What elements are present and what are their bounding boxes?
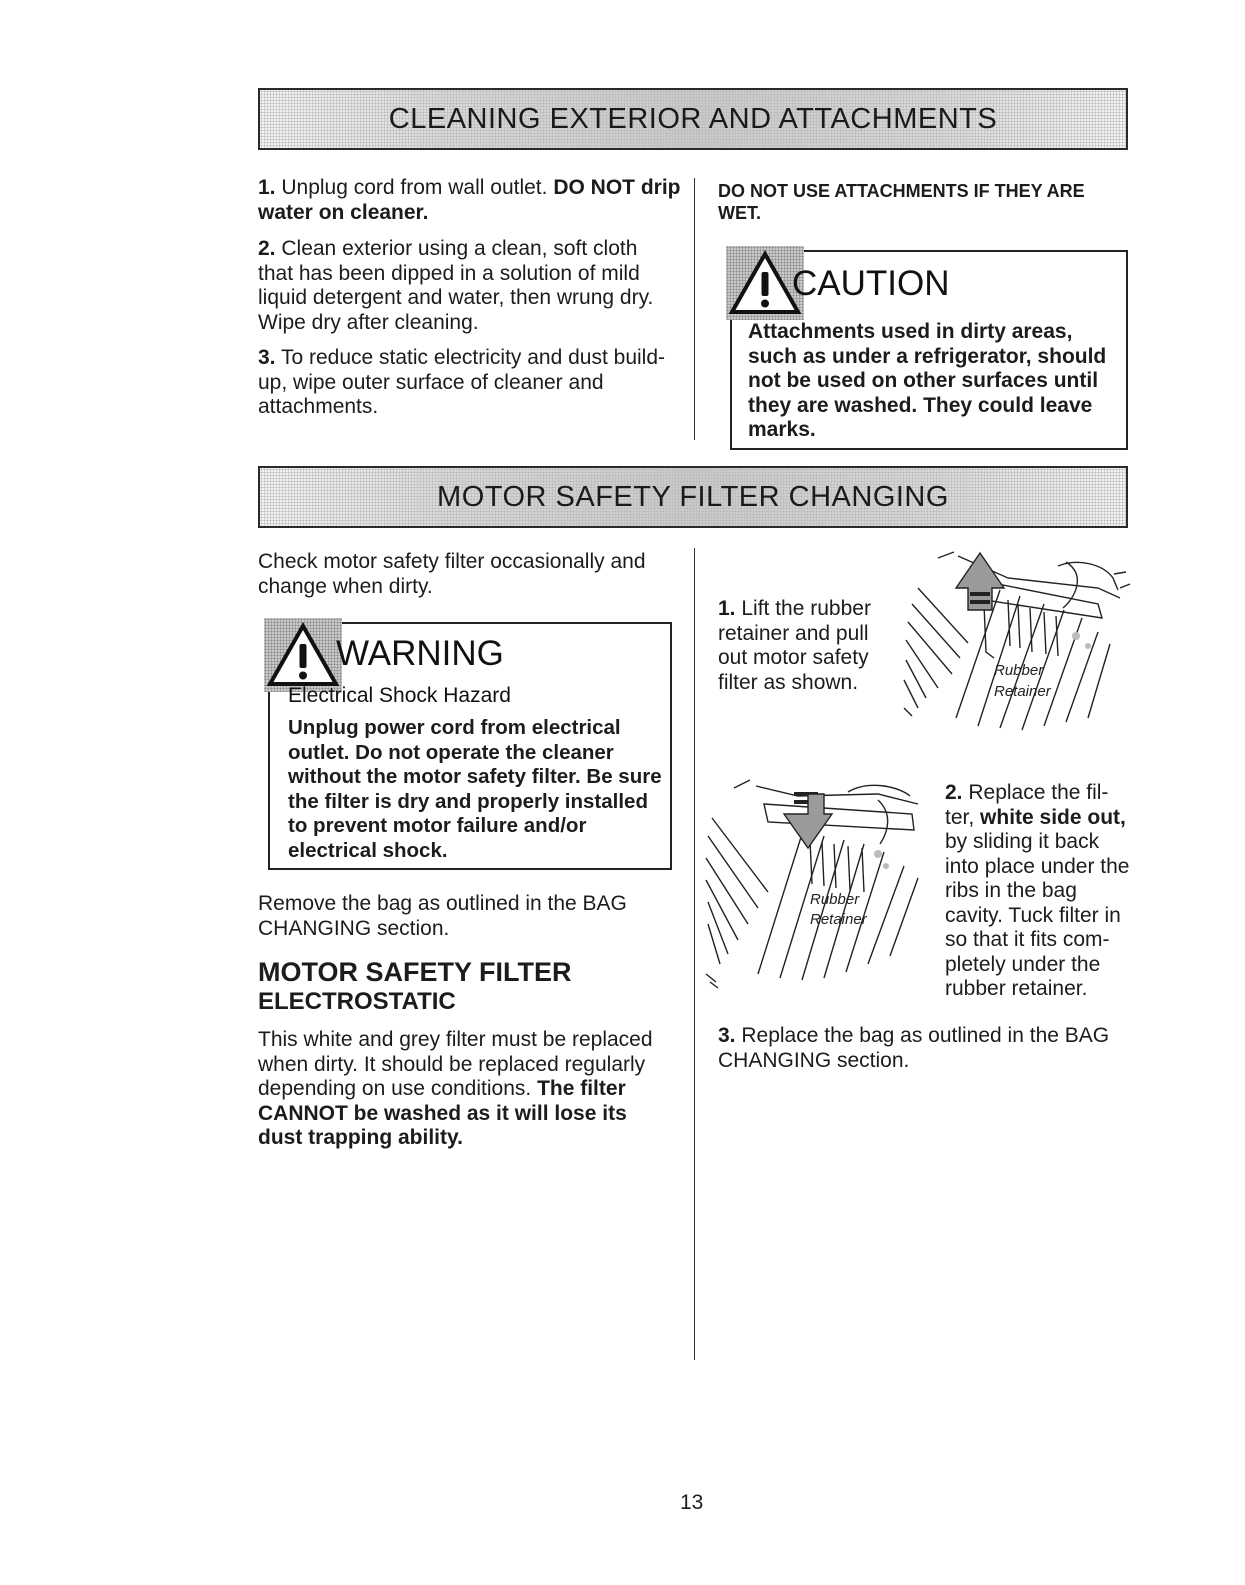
filter-heading	[258, 957, 572, 1017]
warning-text: Unplug power cord from electrical outlet. Do not operate the cleaner without the motor safety filter. Be sure the filter is dry and properly installed to prevent motor failure and/or electrical shock.	[288, 716, 662, 862]
cleaning-step-3: 3. To reduce static electricity and dust build-up, wipe outer surface of cleaner and attachments.	[258, 346, 666, 418]
filter-heading-line-2: ELECTROSTATIC	[258, 988, 456, 1015]
filter-heading-line-1: MOTOR SAFETY FILTER	[258, 957, 572, 987]
filter-replacement-illustration	[698, 774, 930, 1000]
section-banner-motor-filter	[258, 466, 1128, 528]
cleaning-step-1: 1. Unplug cord from wall outlet. DO NOT drip water on cleaner.	[258, 176, 681, 224]
retainer-label: Retainer	[810, 911, 867, 928]
section-title: CLEANING EXTERIOR AND ATTACHMENTS	[388, 102, 998, 135]
rubber-label: Rubber	[810, 891, 860, 908]
warning-triangle-icon	[264, 618, 342, 692]
column-divider	[694, 548, 695, 1360]
caution-text: Attachments used in dirty areas, such as under a refrigerator, should not be used on other surfaces until they are washed. They could leave marks.	[748, 320, 1107, 441]
warning-icon-background	[264, 618, 342, 692]
column-divider	[694, 178, 695, 440]
retainer-label: Retainer	[994, 683, 1051, 700]
rubber-label: Rubber	[994, 662, 1044, 679]
warning-subhead: Electrical Shock Hazard	[288, 684, 511, 707]
cleaning-step-2: 2. Clean exterior using a clean, soft cloth that has been dipped in a solution of mild liquid detergent and water, then wrung dry. Wipe dry after cleaning.	[258, 237, 654, 334]
caution-heading: CAUTION	[792, 264, 950, 303]
page-number: 13	[680, 1491, 704, 1514]
remove-bag-text: Remove the bag as outlined in the BAG CHANGING section.	[258, 892, 627, 940]
warning-heading: WARNING	[336, 634, 504, 673]
warning-box	[268, 622, 672, 870]
filter-removal-illustration	[898, 548, 1132, 743]
attachments-notice: DO NOT USE ATTACHMENTS IF THEY ARE WET.	[718, 181, 1085, 223]
filter-step-2: 2. Replace the fil-ter, white side out, by sliding it back into place under the ribs in the bag cavity. Tuck filter in so that it fits com-pletely under the rubber retainer.	[945, 781, 1130, 1000]
filter-step-3: 3. Replace the bag as outlined in the BAG CHANGING section.	[718, 1024, 1110, 1072]
filter-step-1: 1. Lift the rubber retainer and pull out motor safety filter as shown.	[718, 597, 871, 694]
filter-intro: Check motor safety filter occasionally and change when dirty.	[258, 550, 646, 598]
section-title: MOTOR SAFETY FILTER CHANGING	[437, 480, 949, 513]
section-banner-cleaning	[258, 88, 1128, 150]
filter-description: This white and grey filter must be replaced when dirty. It should be replaced regularly depending on use conditions. The filter CANNOT be washed as it will lose its dust trapping ability.	[258, 1028, 653, 1149]
caution-box	[730, 250, 1128, 450]
